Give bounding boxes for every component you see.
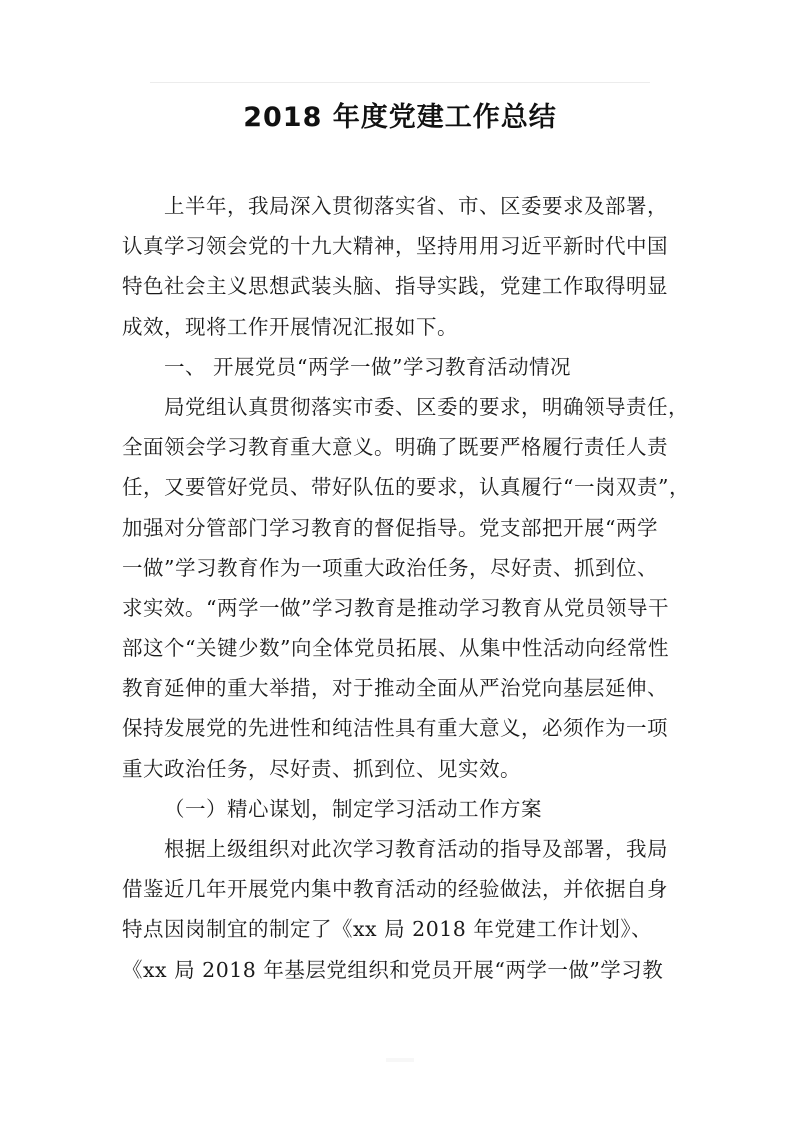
paragraph-line: 重大政治任务，尽好责、抓到位、见实效。: [122, 756, 521, 781]
paragraph-line: 部这个“关键少数”向全体党员拓展、从集中性活动向经常性: [122, 636, 669, 661]
document-body: [122, 186, 690, 990]
paragraph-line: 任，又要管好党员、带好队伍的要求，认真履行“一岗双责”，: [122, 475, 690, 500]
paragraph-line: 特点因岗制宜的制定了《xx 局 2018 年党建工作计划》、: [122, 917, 653, 942]
paragraph-line: 求实效。“两学一做”学习教育是推动学习教育从党员领导干: [122, 595, 669, 620]
page-title: 2018 年度党建工作总结: [243, 102, 557, 133]
paragraph-line: 全面领会学习教育重大意义。明确了既要严格履行责任人责: [122, 435, 668, 460]
subsection-heading: （一）精心谋划，制定学习活动工作方案: [164, 796, 542, 821]
header-divider: [150, 82, 650, 83]
paragraph-line: 成效，现将工作开展情况汇报如下。: [122, 314, 458, 339]
paragraph-line: 借鉴近几年开展党内集中教育活动的经验做法，并依据自身: [122, 877, 668, 902]
paragraph-line: 教育延伸的重大举措，对于推动全面从严治党向基层延伸、: [122, 676, 668, 701]
paragraph-line: 根据上级组织对此次学习教育活动的指导及部署，我局: [164, 837, 668, 861]
paragraph-line: 认真学习领会党的十九大精神，坚持用用习近平新时代中国: [122, 234, 668, 259]
paragraph-line: 《xx 局 2018 年基层党组织和党员开展“两学一做”学习教: [122, 957, 664, 982]
paragraph-line: 一做”学习教育作为一项重大政治任务，尽好责、抓到位、: [122, 555, 658, 580]
paragraph-line: 加强对分管部门学习教育的督促指导。党支部把开展“两学: [122, 515, 658, 540]
footer-mark: [386, 1058, 414, 1062]
paragraph-line: 上半年，我局深入贯彻落实省、市、区委要求及部署，: [164, 194, 668, 218]
paragraph-line: 保持发展党的先进性和纯洁性具有重大意义，必须作为一项: [122, 716, 668, 741]
section-heading: 一、 开展党员“两学一做”学习教育活动情况: [164, 354, 571, 379]
paragraph-line: 特色社会主义思想武装头脑、指导实践，党建工作取得明显: [122, 274, 668, 299]
paragraph-line: 局党组认真贯彻落实市委、区委的要求，明确领导责任，: [164, 394, 689, 419]
